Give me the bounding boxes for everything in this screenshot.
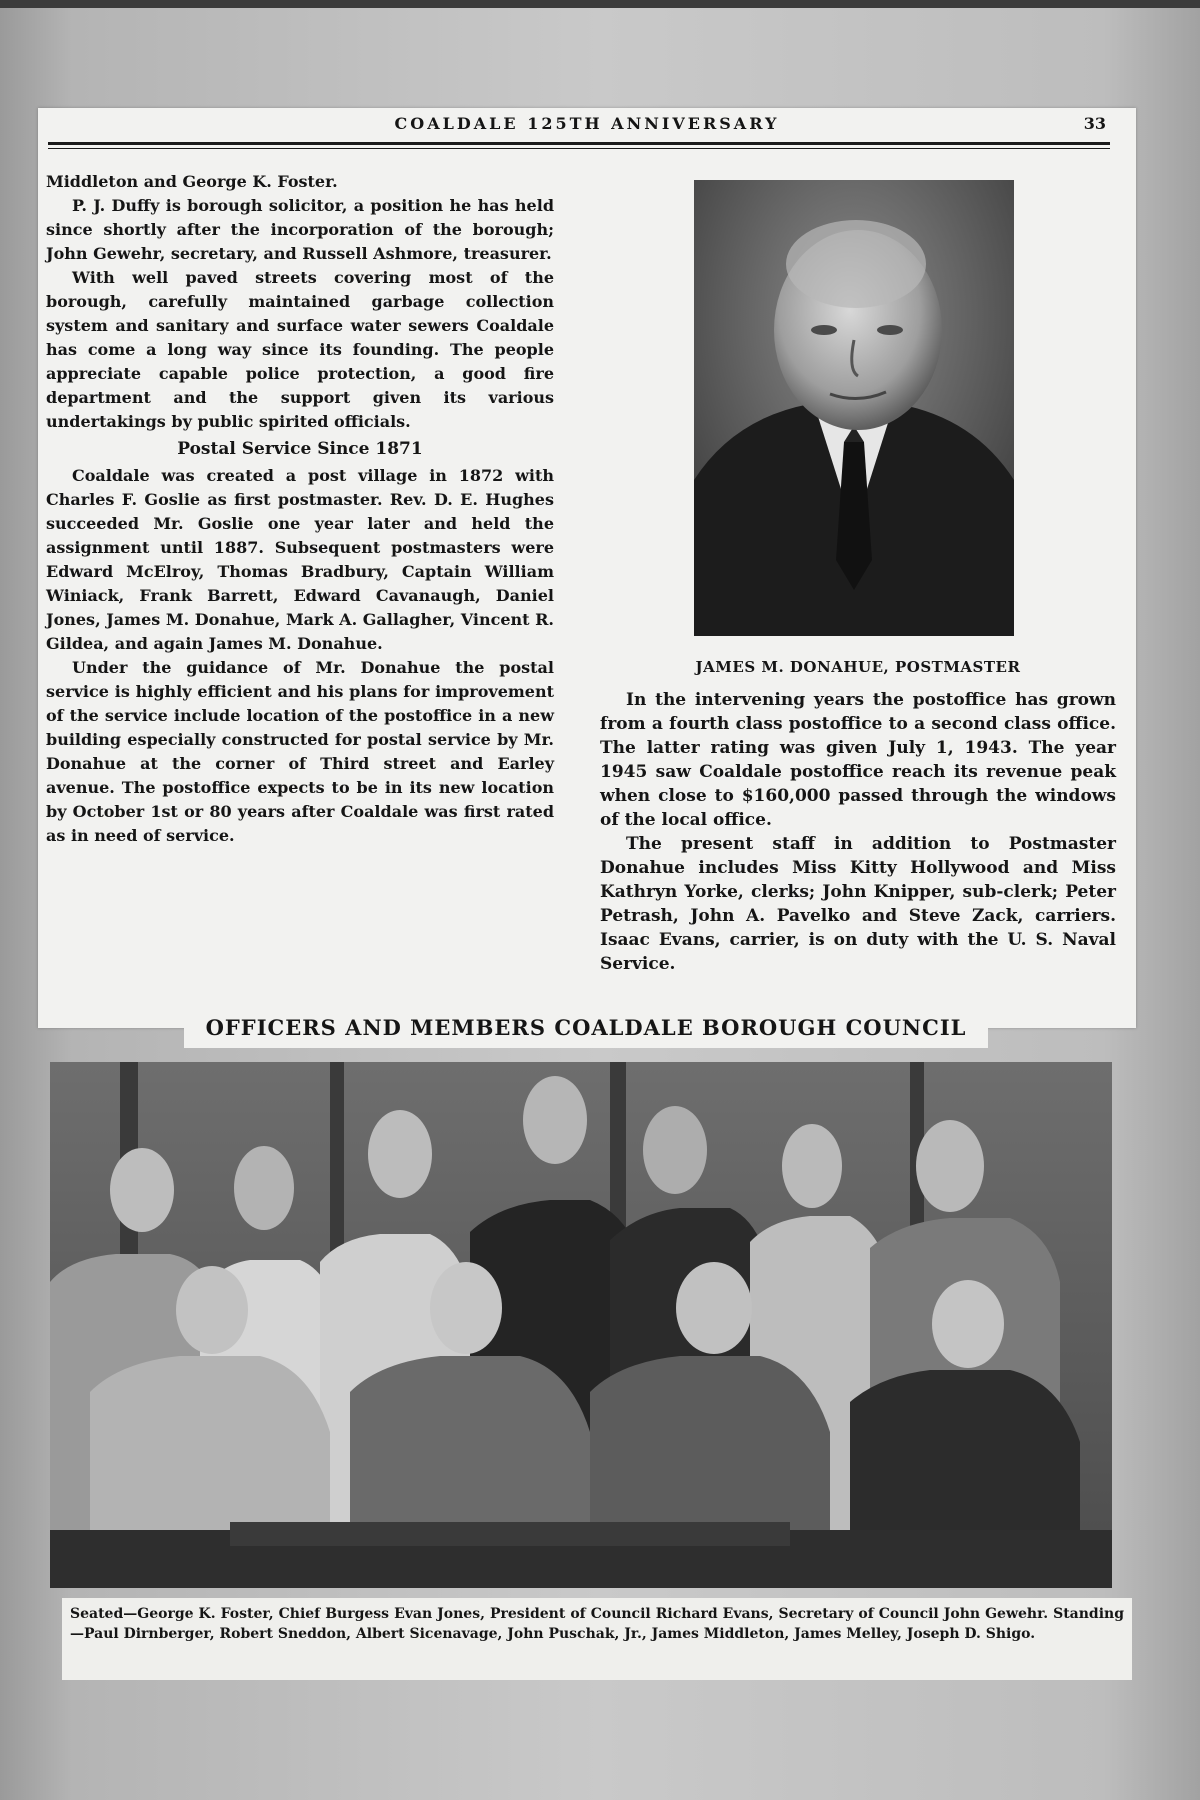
paragraph: P. J. Duffy is borough solicitor, a position he has held since shortly after the incorporation of the borough; John Gewehr, secretary, and Russell Ashmore, treasurer. bbox=[46, 196, 554, 263]
running-head: COALDALE 125TH ANNIVERSARY bbox=[394, 114, 780, 133]
paragraph: The present staff in addition to Postmaster Donahue includes Miss Kitty Hollywood and Miss Kathryn Yorke, clerks; John Knipper, sub-clerk; Peter Petrash, John A. Pavelko and Steve Zack, carriers. Isaac Evans, carrier, is on duty with the U. S. Naval Service. bbox=[600, 834, 1116, 974]
paragraph: Middleton and George K. Foster. bbox=[46, 172, 338, 191]
scan-top-edge bbox=[0, 0, 1200, 8]
portrait-photo bbox=[694, 180, 1014, 636]
council-photo-caption: Seated—George K. Foster, Chief Burgess Evan Jones, President of Council Richard Evans, Secretary of Council John Gewehr. Standing—Paul Dirnberger, Robert Sneddon, Albert Sicenavage, John Puschak, Jr., James Middleton, James Melley, Joseph D. Shigo. bbox=[62, 1598, 1132, 1680]
right-column bbox=[600, 688, 1116, 976]
header-rule-thick bbox=[48, 142, 1110, 145]
paragraph: Coaldale was created a post village in 1872 with Charles F. Goslie as first postmaster. Rev. D. E. Hughes succeeded Mr. Goslie one year later and held the assignment until 1887. Subsequent postmasters were Edward McElroy, Thomas Bradbury, Captain William Winiack, Frank Barrett, Edward Cavanaugh, Daniel Jones, James M. Donahue, Mark A. Gallagher, Vincent R. Gildea, and again James M. Donahue. bbox=[46, 466, 554, 653]
portrait-caption: JAMES M. DONAHUE, POSTMASTER bbox=[695, 658, 1021, 676]
page-number: 33 bbox=[1083, 114, 1106, 133]
header-rule-thin bbox=[48, 148, 1110, 149]
page-header bbox=[38, 114, 1136, 138]
left-column bbox=[46, 170, 554, 848]
page-upper-section bbox=[38, 108, 1136, 1028]
council-group-photo bbox=[50, 1062, 1112, 1588]
council-photo-heading: OFFICERS AND MEMBERS COALDALE BOROUGH COUNCIL bbox=[184, 1008, 988, 1048]
section-subhead: Postal Service Since 1871 bbox=[177, 439, 423, 459]
paragraph: With well paved streets covering most of the borough, carefully maintained garbage collection system and sanitary and surface water sewers Coaldale has come a long way since its founding. The people appreciate capable police protection, a good fire department and the support given its various undertakings by public spirited officials. bbox=[46, 268, 554, 431]
paragraph: Under the guidance of Mr. Donahue the postal service is highly efficient and his plans for improvement of the service include location of the postoffice in a new building especially constructed for postal service by Mr. Donahue at the corner of Third street and Earley avenue. The postoffice expects to be in its new location by October 1st or 80 years after Coaldale was first rated as in need of service. bbox=[46, 658, 554, 845]
paragraph: In the intervening years the postoffice has grown from a fourth class postoffice to a second class office. The latter rating was given July 1, 1943. The year 1945 saw Coaldale postoffice reach its revenue peak when close to $160,000 passed through the windows of the local office. bbox=[600, 690, 1116, 830]
